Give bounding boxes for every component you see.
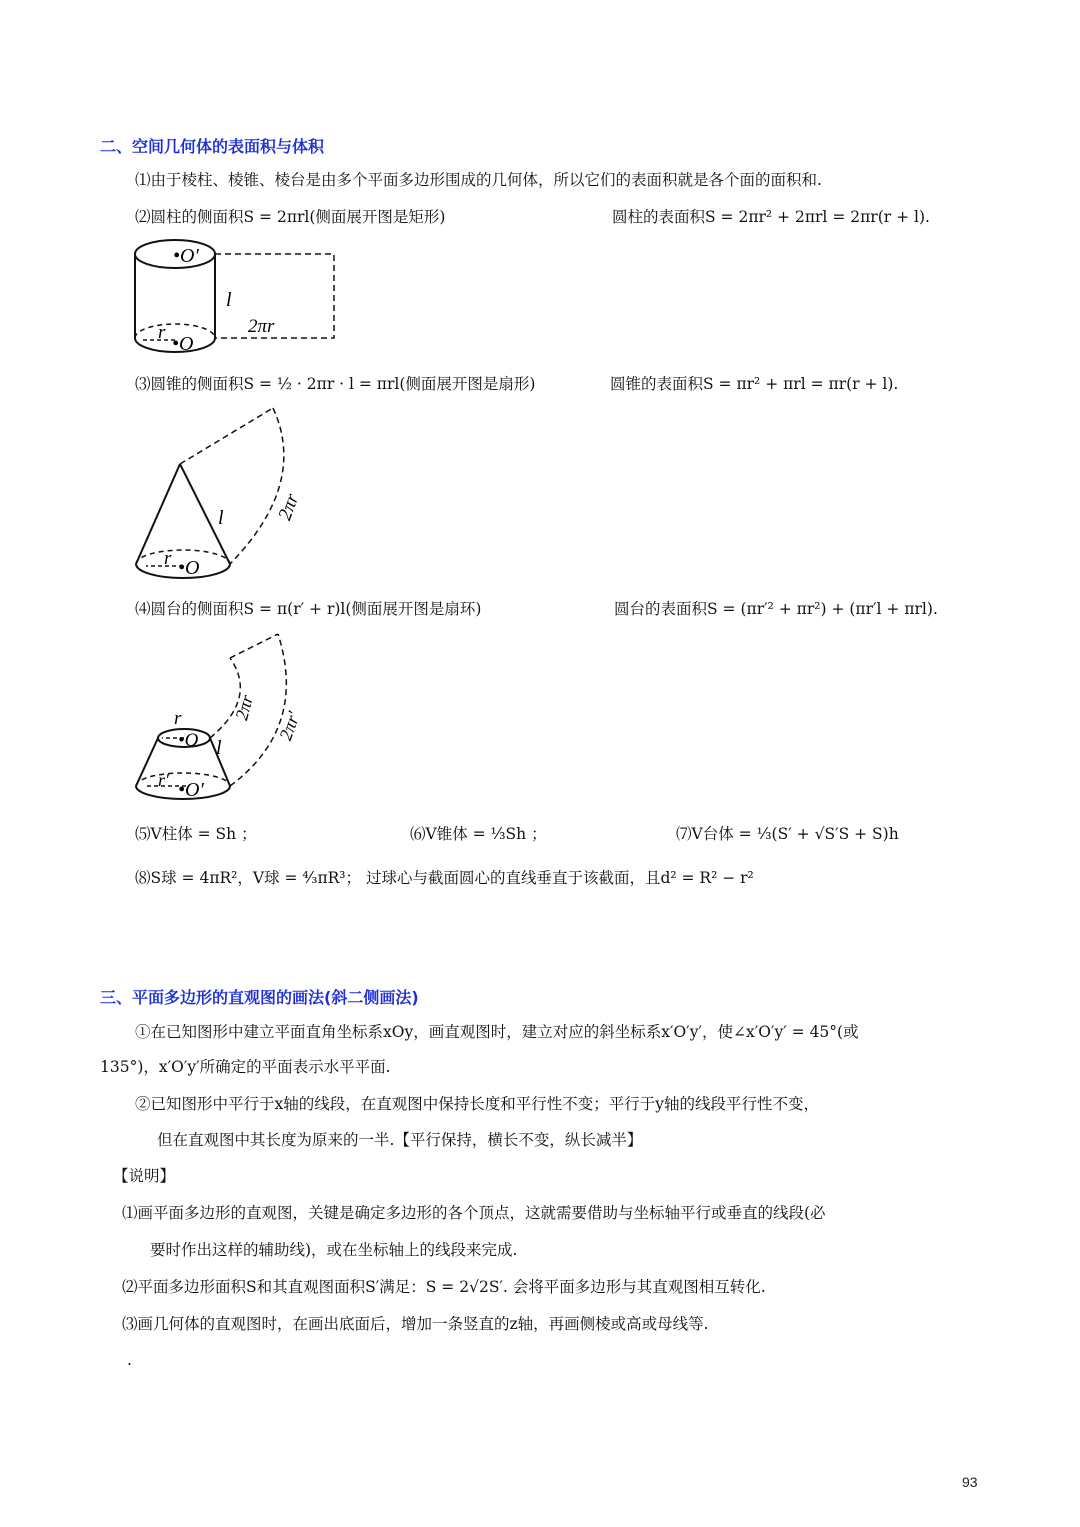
item-4-left: ⑷圆台的侧面积S = π(r′ + r)l(侧面展开图是扇环) — [135, 600, 482, 618]
item-3-left: ⑶圆锥的侧面积S = ½ · 2πr · l = πrl(侧面展开图是扇形) — [135, 375, 536, 393]
item-4-right: 圆台的表面积S = (πr′² + πr²) + (πr′l + πrl). — [614, 600, 938, 618]
trailing-dot: . — [127, 1351, 132, 1369]
cylinder-top-center-label: •O′ — [173, 245, 199, 267]
cylinder-radius-label: r — [158, 322, 166, 343]
item-8: ⑻S球 = 4πR²，V球 = ⁴⁄₃πR³； 过球心与截面圆心的直线垂直于该截面，且d² = R² − r² — [135, 869, 754, 887]
item-3-right: 圆锥的表面积S = πr² + πrl = πr(r + l). — [610, 375, 899, 393]
note-3: ⑶画几何体的直观图时，在画出底面后，增加一条竖直的z轴，再画侧棱或高或母线等. — [122, 1315, 709, 1333]
section-heading-2: 二、空间几何体的表面积与体积 — [100, 137, 325, 156]
cone-figure — [128, 404, 308, 590]
section-heading-3: 三、平面多边形的直观图的画法(斜二侧画法) — [100, 988, 419, 1007]
cone-radius-label: r — [164, 548, 172, 569]
cone-arc-label: 2πr — [274, 491, 304, 524]
frustum-outer-arc-label: 2πr′ — [275, 708, 304, 743]
frustum-bottom-center-label: •O′ — [178, 779, 204, 801]
item-1: ⑴由于棱柱、棱锥、棱台是由多个平面多边形围成的几何体，所以它们的表面积就是各个面的面积和. — [135, 171, 822, 189]
frustum-top-center-label: •O — [178, 730, 199, 751]
page-number: 93 — [962, 1474, 978, 1490]
item-5: ⑸V柱体 = Sh ； — [135, 825, 257, 843]
cylinder-height-label: l — [226, 289, 232, 311]
frustum-slant-label: l — [216, 737, 222, 759]
paragraph-1-line-1: ①在已知图形中建立平面直角坐标系xOy，画直观图时，建立对应的斜坐标系x′O′y′，使∠x′O′y′ = 45°(或 — [135, 1023, 859, 1041]
frustum-bottom-radius-label: r′ — [158, 770, 169, 790]
item-7: ⑺V台体 = ⅓(S′ + √S′S + S)h — [676, 825, 899, 843]
paragraph-1-line-2: 135°)，x′O′y′所确定的平面表示水平平面. — [100, 1058, 391, 1076]
cone-slant-label: l — [218, 507, 224, 529]
frustum-figure — [128, 628, 308, 810]
cylinder-width-label: 2πr — [248, 316, 275, 337]
note-1-line-2: 要时作出这样的辅助线)，或在坐标轴上的线段来完成. — [150, 1241, 518, 1259]
paragraph-2-line-2: 但在直观图中其长度为原来的一半.【平行保持，横长不变，纵长减半】 — [157, 1131, 643, 1149]
frustum-top-radius-label: r — [174, 708, 182, 729]
note-label: 【说明】 — [113, 1167, 176, 1185]
cone-center-label: •O — [178, 557, 200, 579]
item-2-left: ⑵圆柱的侧面积S = 2πrl(侧面展开图是矩形) — [135, 208, 446, 226]
paragraph-2-line-1: ②已知图形中平行于x轴的线段，在直观图中保持长度和平行性不变；平行于y轴的线段平行性不变， — [135, 1095, 820, 1113]
item-6: ⑹V锥体 = ⅓Sh ； — [410, 825, 547, 843]
cylinder-bottom-center-label: •O — [172, 333, 194, 355]
note-2: ⑵平面多边形面积S和其直观图面积S′满足：S = 2√2S′. 会将平面多边形与其直观图相互转化. — [122, 1278, 766, 1296]
frustum-inner-arc-label: 2πr — [231, 692, 258, 723]
note-1-line-1: ⑴画平面多边形的直观图，关键是确定多边形的各个顶点，这就需要借助与坐标轴平行或垂直的线段(必 — [122, 1204, 826, 1222]
item-2-right: 圆柱的表面积S = 2πr² + 2πrl = 2πr(r + l). — [612, 208, 930, 226]
cylinder-figure — [128, 236, 343, 360]
